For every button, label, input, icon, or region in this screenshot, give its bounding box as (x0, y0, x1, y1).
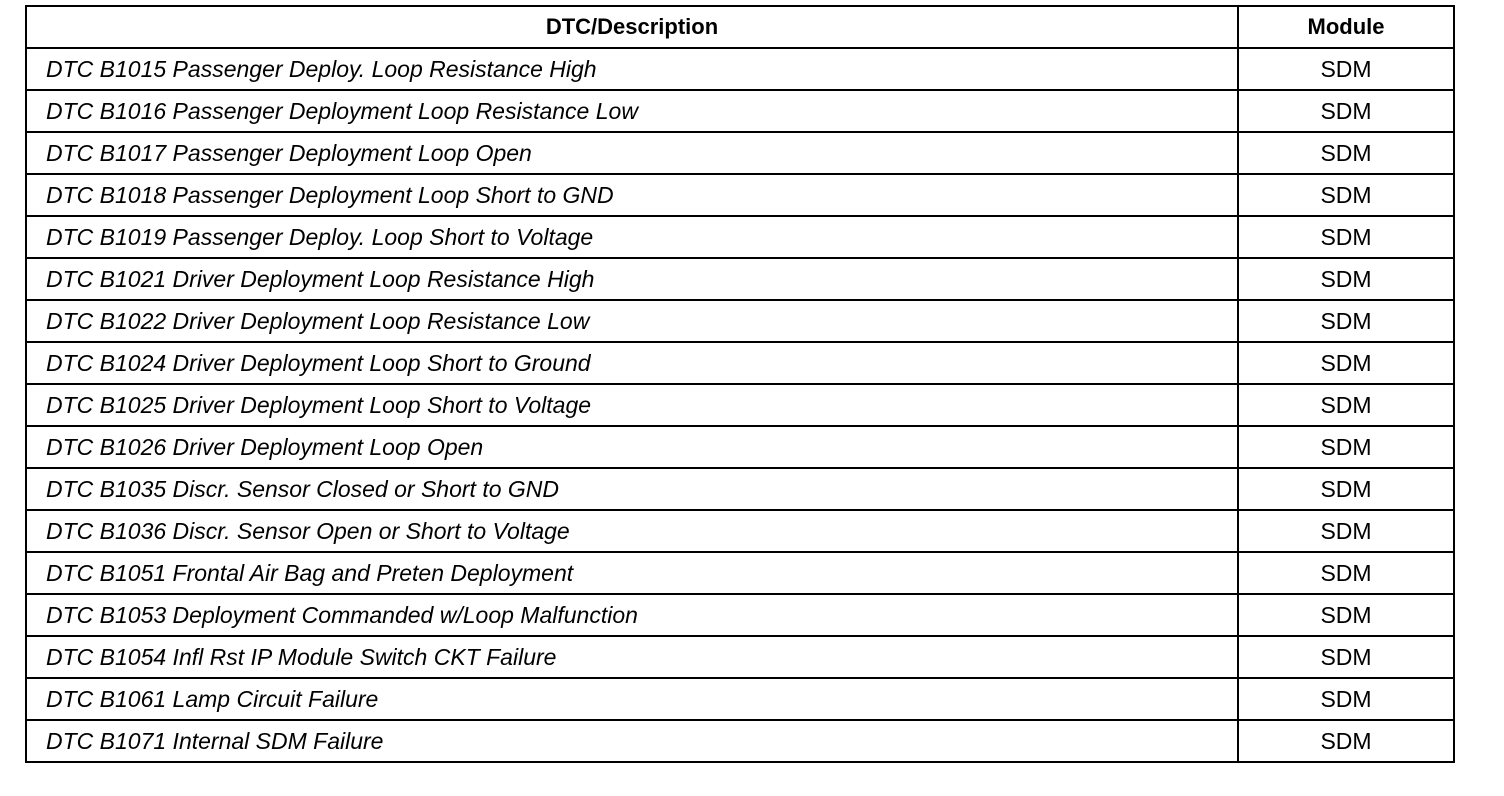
module-cell: SDM (1238, 594, 1454, 636)
dtc-description-cell: DTC B1021 Driver Deployment Loop Resistance High (26, 258, 1238, 300)
dtc-description-cell: DTC B1054 Infl Rst IP Module Switch CKT Failure (26, 636, 1238, 678)
dtc-description-cell: DTC B1024 Driver Deployment Loop Short to Ground (26, 342, 1238, 384)
table-row (26, 216, 1454, 258)
module-cell: SDM (1238, 48, 1454, 90)
table-body (26, 48, 1454, 762)
module-cell: SDM (1238, 90, 1454, 132)
module-cell: SDM (1238, 132, 1454, 174)
module-cell: SDM (1238, 216, 1454, 258)
dtc-table (25, 5, 1455, 763)
module-cell: SDM (1238, 552, 1454, 594)
dtc-description-cell: DTC B1035 Discr. Sensor Closed or Short to GND (26, 468, 1238, 510)
module-cell: SDM (1238, 384, 1454, 426)
module-cell: SDM (1238, 300, 1454, 342)
module-cell: SDM (1238, 468, 1454, 510)
module-cell: SDM (1238, 720, 1454, 762)
table-row (26, 552, 1454, 594)
table-row (26, 678, 1454, 720)
table-row (26, 510, 1454, 552)
module-cell: SDM (1238, 426, 1454, 468)
dtc-description-cell: DTC B1025 Driver Deployment Loop Short to Voltage (26, 384, 1238, 426)
module-cell: SDM (1238, 510, 1454, 552)
table-row (26, 132, 1454, 174)
table-row (26, 468, 1454, 510)
module-cell: SDM (1238, 342, 1454, 384)
table-row (26, 342, 1454, 384)
dtc-description-cell: DTC B1018 Passenger Deployment Loop Short to GND (26, 174, 1238, 216)
module-cell: SDM (1238, 678, 1454, 720)
table-row (26, 258, 1454, 300)
header-module: Module (1238, 6, 1454, 48)
table-header (26, 6, 1454, 48)
table-row (26, 636, 1454, 678)
header-row (26, 6, 1454, 48)
dtc-description-cell: DTC B1022 Driver Deployment Loop Resistance Low (26, 300, 1238, 342)
dtc-description-cell: DTC B1019 Passenger Deploy. Loop Short to Voltage (26, 216, 1238, 258)
table-row (26, 300, 1454, 342)
module-cell: SDM (1238, 636, 1454, 678)
module-cell: SDM (1238, 258, 1454, 300)
table-row (26, 48, 1454, 90)
dtc-description-cell: DTC B1071 Internal SDM Failure (26, 720, 1238, 762)
table-row (26, 426, 1454, 468)
table-row (26, 174, 1454, 216)
dtc-description-cell: DTC B1026 Driver Deployment Loop Open (26, 426, 1238, 468)
dtc-description-cell: DTC B1036 Discr. Sensor Open or Short to Voltage (26, 510, 1238, 552)
dtc-description-cell: DTC B1061 Lamp Circuit Failure (26, 678, 1238, 720)
dtc-description-cell: DTC B1053 Deployment Commanded w/Loop Malfunction (26, 594, 1238, 636)
dtc-description-cell: DTC B1051 Frontal Air Bag and Preten Deployment (26, 552, 1238, 594)
header-description: DTC/Description (26, 6, 1238, 48)
table-row (26, 384, 1454, 426)
dtc-description-cell: DTC B1017 Passenger Deployment Loop Open (26, 132, 1238, 174)
table-row (26, 90, 1454, 132)
module-cell: SDM (1238, 174, 1454, 216)
dtc-description-cell: DTC B1015 Passenger Deploy. Loop Resistance High (26, 48, 1238, 90)
table-row (26, 594, 1454, 636)
table-row (26, 720, 1454, 762)
dtc-description-cell: DTC B1016 Passenger Deployment Loop Resistance Low (26, 90, 1238, 132)
